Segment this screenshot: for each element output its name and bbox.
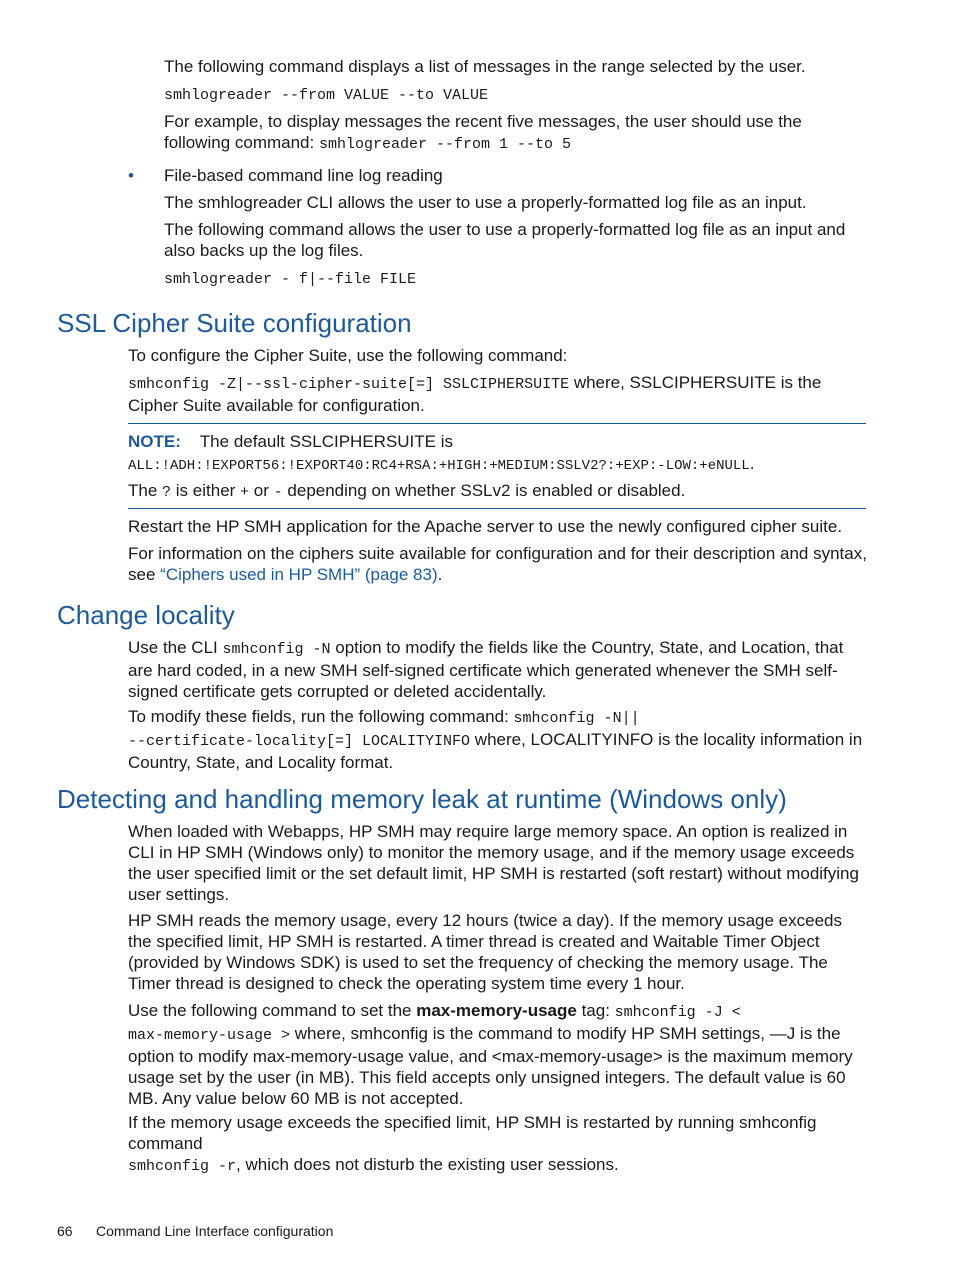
code-line: smhlogreader - f|--file FILE xyxy=(164,271,417,288)
note-label: NOTE: xyxy=(128,432,181,451)
inline-code: smhconfig -N|| xyxy=(513,710,640,727)
ciphers-link[interactable]: “Ciphers used in HP SMH” (page 83) xyxy=(160,565,438,584)
section-heading-memory: Detecting and handling memory leak at runtime (Windows only) xyxy=(57,784,787,814)
inline-code: smhconfig -N xyxy=(222,641,331,658)
page-number: 66 xyxy=(57,1223,73,1239)
paragraph: HP SMH reads the memory usage, every 12 hours (twice a day). If the memory usage exceeds the specified limit, HP SMH is restarted. A timer thread is created and Waitable Timer Object (provided by Windows SDK) is used to set the frequency of checking the memory usage. The Timer thread is designed to check the operating system time every 1 hour. xyxy=(128,911,842,993)
inline-code: smhconfig -r xyxy=(128,1158,237,1175)
code-line: smhlogreader --from VALUE --to VALUE xyxy=(164,87,489,104)
bold-term: max-memory-usage xyxy=(416,1001,577,1020)
paragraph: For information on the ciphers suite available for configuration and for their description and syntax, see “Ciphers used in HP SMH” (page 83). xyxy=(128,544,867,584)
bullet-icon: • xyxy=(128,166,134,185)
note-code-line: ALL:!ADH:!EXPORT56:!EXPORT40:RC4+RSA:+HIGH:+MEDIUM:SSLV2?:+EXP:-LOW:+eNULL. xyxy=(128,454,755,474)
inline-code: smhconfig -J < xyxy=(614,1004,741,1021)
paragraph: To modify these fields, run the following command: smhconfig -N|| --certificate-locality[=] LOCALITYINFO where, LOCALITYINFO is the locality information in Country, State, and Locality format. xyxy=(128,707,863,772)
inline-code: smhconfig -Z|--ssl-cipher-suite[=] SSLCIPHERSUITE xyxy=(128,376,570,393)
note-top-rule xyxy=(128,423,866,424)
paragraph: If the memory usage exceeds the specified limit, HP SMH is restarted by running smhconfig command smhconfig -r, which does not disturb the existing user sessions. xyxy=(128,1113,817,1175)
paragraph: The following command displays a list of messages in the range selected by the user. xyxy=(164,57,806,76)
note-bottom-rule xyxy=(128,508,866,509)
inline-code: --certificate-locality[=] LOCALITYINFO xyxy=(128,733,471,750)
paragraph: To configure the Cipher Suite, use the following command: xyxy=(128,346,568,365)
paragraph: Use the following command to set the max-memory-usage tag: smhconfig -J < max-memory-usage > where, smhconfig is the command to modify HP SMH settings, —J is the option to modify max-memory-usage value, and <max-memory-usage> is the maximum memory usage set by the user (in MB). This field accepts only unsigned integers. The default value is 60 MB. Any value below 60 MB is not accepted. xyxy=(128,1001,853,1108)
note-line: NOTE: The default SSLCIPHERSUITE is xyxy=(128,432,454,451)
section-heading-ssl: SSL Cipher Suite configuration xyxy=(57,308,412,338)
paragraph: For example, to display messages the recent five messages, the user should use the following command: smhlogreader --from 1 --to 5 xyxy=(164,112,802,153)
paragraph: The smhlogreader CLI allows the user to use a properly-formatted log file as an input. xyxy=(164,193,807,212)
paragraph: smhconfig -Z|--ssl-cipher-suite[=] SSLCIPHERSUITE where, SSLCIPHERSUITE is the Cipher Suite available for configuration. xyxy=(128,373,822,415)
paragraph: When loaded with Webapps, HP SMH may require large memory space. An option is realized in CLI in HP SMH (Windows only) to monitor the memory usage, and if the memory usage exceeds the user specified limit or the set default limit, HP SMH is restarted (soft restart) without modifying user settings. xyxy=(128,822,859,904)
bullet-title: File-based command line log reading xyxy=(164,166,443,185)
paragraph: Restart the HP SMH application for the Apache server to use the newly configured cipher suite. xyxy=(128,517,843,536)
inline-code: ALL:!ADH:!EXPORT56:!EXPORT40:RC4+RSA:+HIGH:+MEDIUM:SSLV2?:+EXP:-LOW:+eNULL xyxy=(128,458,750,474)
inline-code: max-memory-usage > xyxy=(128,1027,291,1044)
paragraph: Use the CLI smhconfig -N option to modify the fields like the Country, State, and Location, that are hard coded, in a new SMH self-signed certificate which generated whenever the SMH self-signed certificate gets corrupted or deleted accidentally. xyxy=(128,638,844,701)
footer-section-title: Command Line Interface configuration xyxy=(96,1223,334,1239)
section-heading-locality: Change locality xyxy=(57,600,235,630)
paragraph: The following command allows the user to use a properly-formatted log file as an input and also backs up the log files. xyxy=(164,220,846,260)
inline-code: smhlogreader --from 1 --to 5 xyxy=(318,136,572,153)
note-line: The ? is either + or - depending on whether SSLv2 is enabled or disabled. xyxy=(128,481,686,501)
